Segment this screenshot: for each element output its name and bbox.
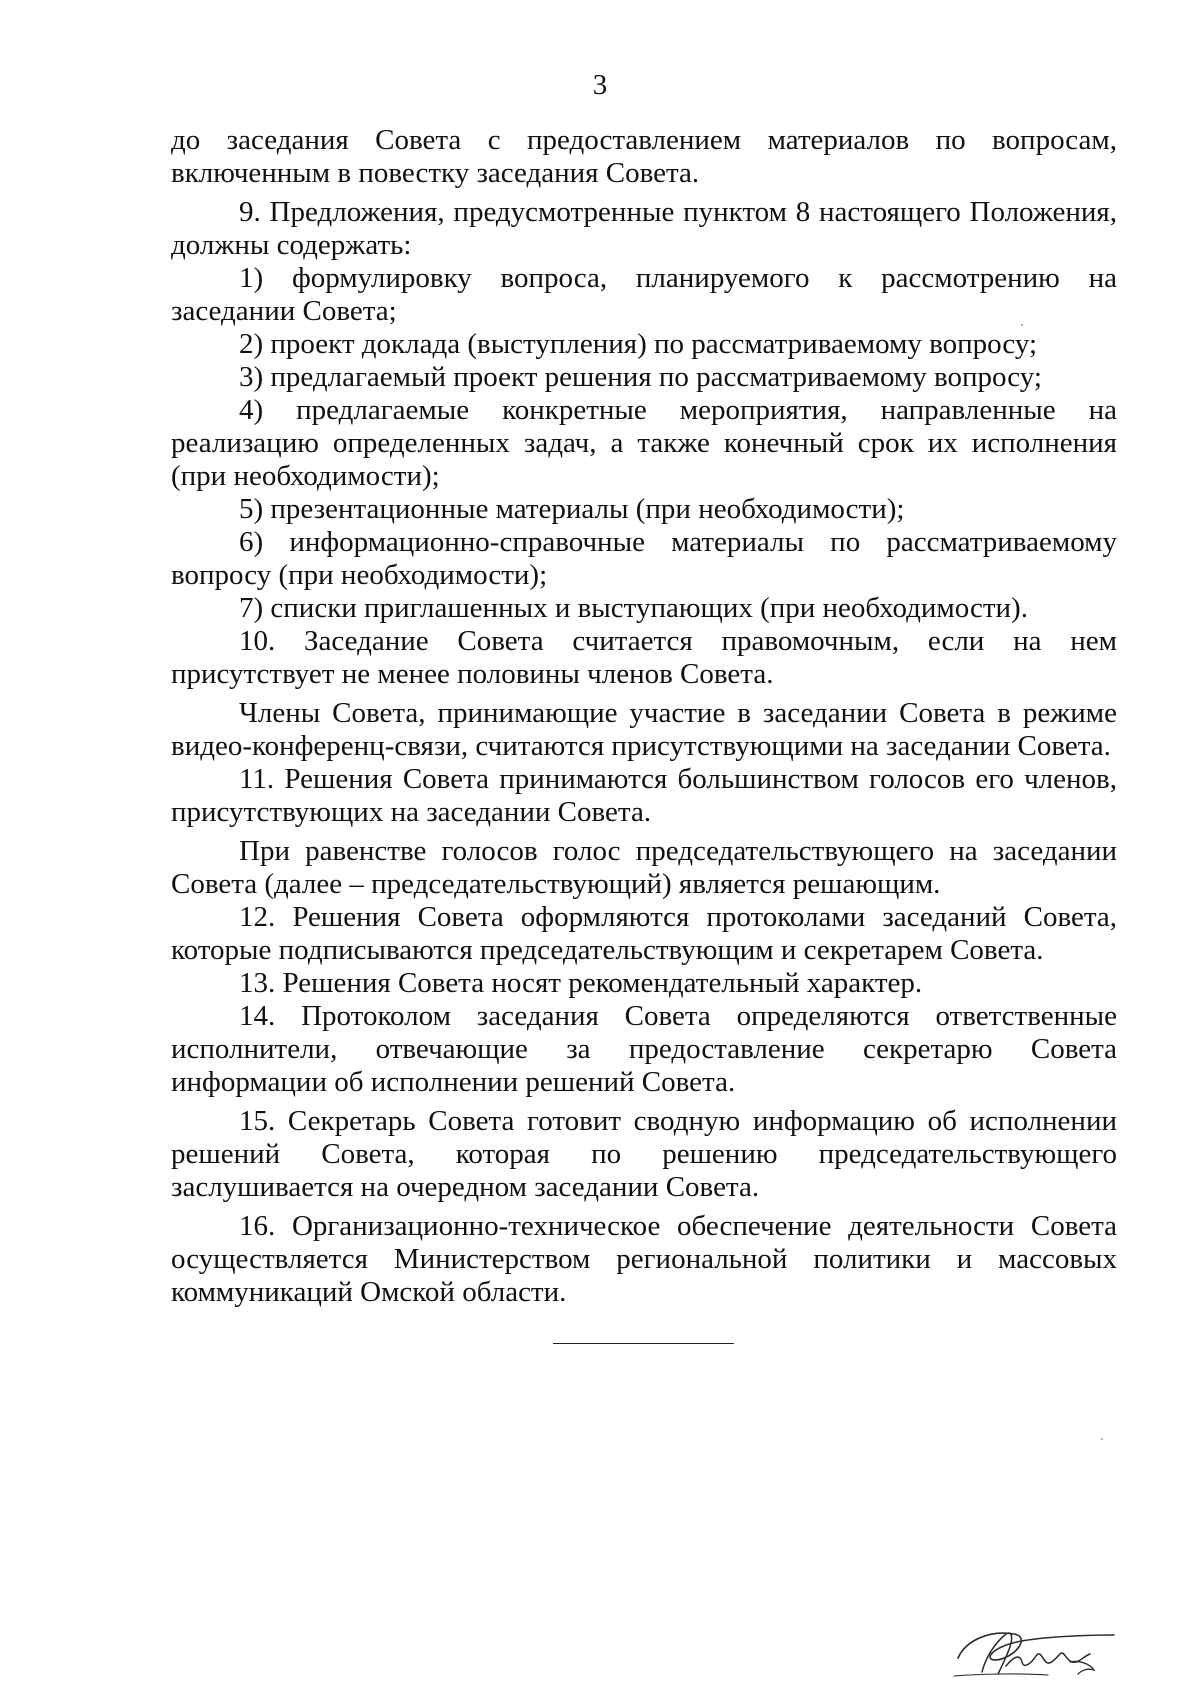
paragraph-subitem-3: 3) предлагаемый проект решения по рассматриваемому вопросу; (239, 361, 1042, 393)
paragraph-item-10-continued: Члены Совета, принимающие участие в заседании Совета в режиме видео-конференц-связи, считаются присутствующими на заседании Совета. (171, 697, 1117, 762)
paragraph-subitem-1: 1) формулировку вопроса, планируемого к рассмотрению на заседании Совета; (171, 262, 1117, 327)
paragraph-item-13: 13. Решения Совета носят рекомендательный характер. (239, 967, 923, 999)
paragraph-subitem-7: 7) списки приглашенных и выступающих (при необходимости). (239, 592, 1028, 624)
page-number: 3 (592, 69, 608, 101)
scan-speck (1021, 324, 1023, 326)
paragraph-item-16: 16. Организационно-техническое обеспечение деятельности Совета осуществляется Министерством региональной политики и массовых коммуникаций Омской области. (171, 1210, 1117, 1308)
document-body (171, 124, 1117, 1309)
handwritten-signature (948, 1618, 1128, 1682)
paragraph-continuation: до заседания Совета с предоставлением материалов по вопросам, включенным в повестку заседания Совета. (171, 124, 1117, 189)
paragraph-item-9: 9. Предложения, предусмотренные пунктом 8 настоящего Положения, должны содержать: (171, 196, 1117, 261)
paragraph-item-10: 10. Заседание Совета считается правомочным, если на нем присутствует не менее половины членов Совета. (171, 625, 1117, 690)
paragraph-item-12: 12. Решения Совета оформляются протоколами заседаний Совета, которые подписываются председательствующим и секретарем Совета. (171, 901, 1117, 966)
paragraph-subitem-5: 5) презентационные материалы (при необходимости); (239, 493, 905, 525)
end-of-document-rule (553, 1343, 734, 1344)
paragraph-subitem-6: 6) информационно-справочные материалы по рассматриваемому вопросу (при необходимости); (171, 526, 1117, 591)
paragraph-item-11: 11. Решения Совета принимаются большинством голосов его членов, присутствующих на заседании Совета. (171, 763, 1117, 828)
scan-speck (1101, 1438, 1103, 1440)
paragraph-item-15: 15. Секретарь Совета готовит сводную информацию об исполнении решений Совета, которая по решению председательствующего заслушивается на очередном заседании Совета. (171, 1105, 1117, 1203)
paragraph-item-11-continued: При равенстве голосов голос председательствующего на заседании Совета (далее – председательствующий) является решающим. (171, 835, 1117, 900)
paragraph-item-14: 14. Протоколом заседания Совета определяются ответственные исполнители, отвечающие за предоставление секретарю Совета информации об исполнении решений Совета. (171, 1000, 1117, 1098)
paragraph-subitem-4: 4) предлагаемые конкретные мероприятия, направленные на реализацию определенных задач, а также конечный срок их исполнения (при необходимости); (171, 394, 1117, 492)
paragraph-subitem-2: 2) проект доклада (выступления) по рассматриваемому вопросу; (239, 328, 1038, 360)
